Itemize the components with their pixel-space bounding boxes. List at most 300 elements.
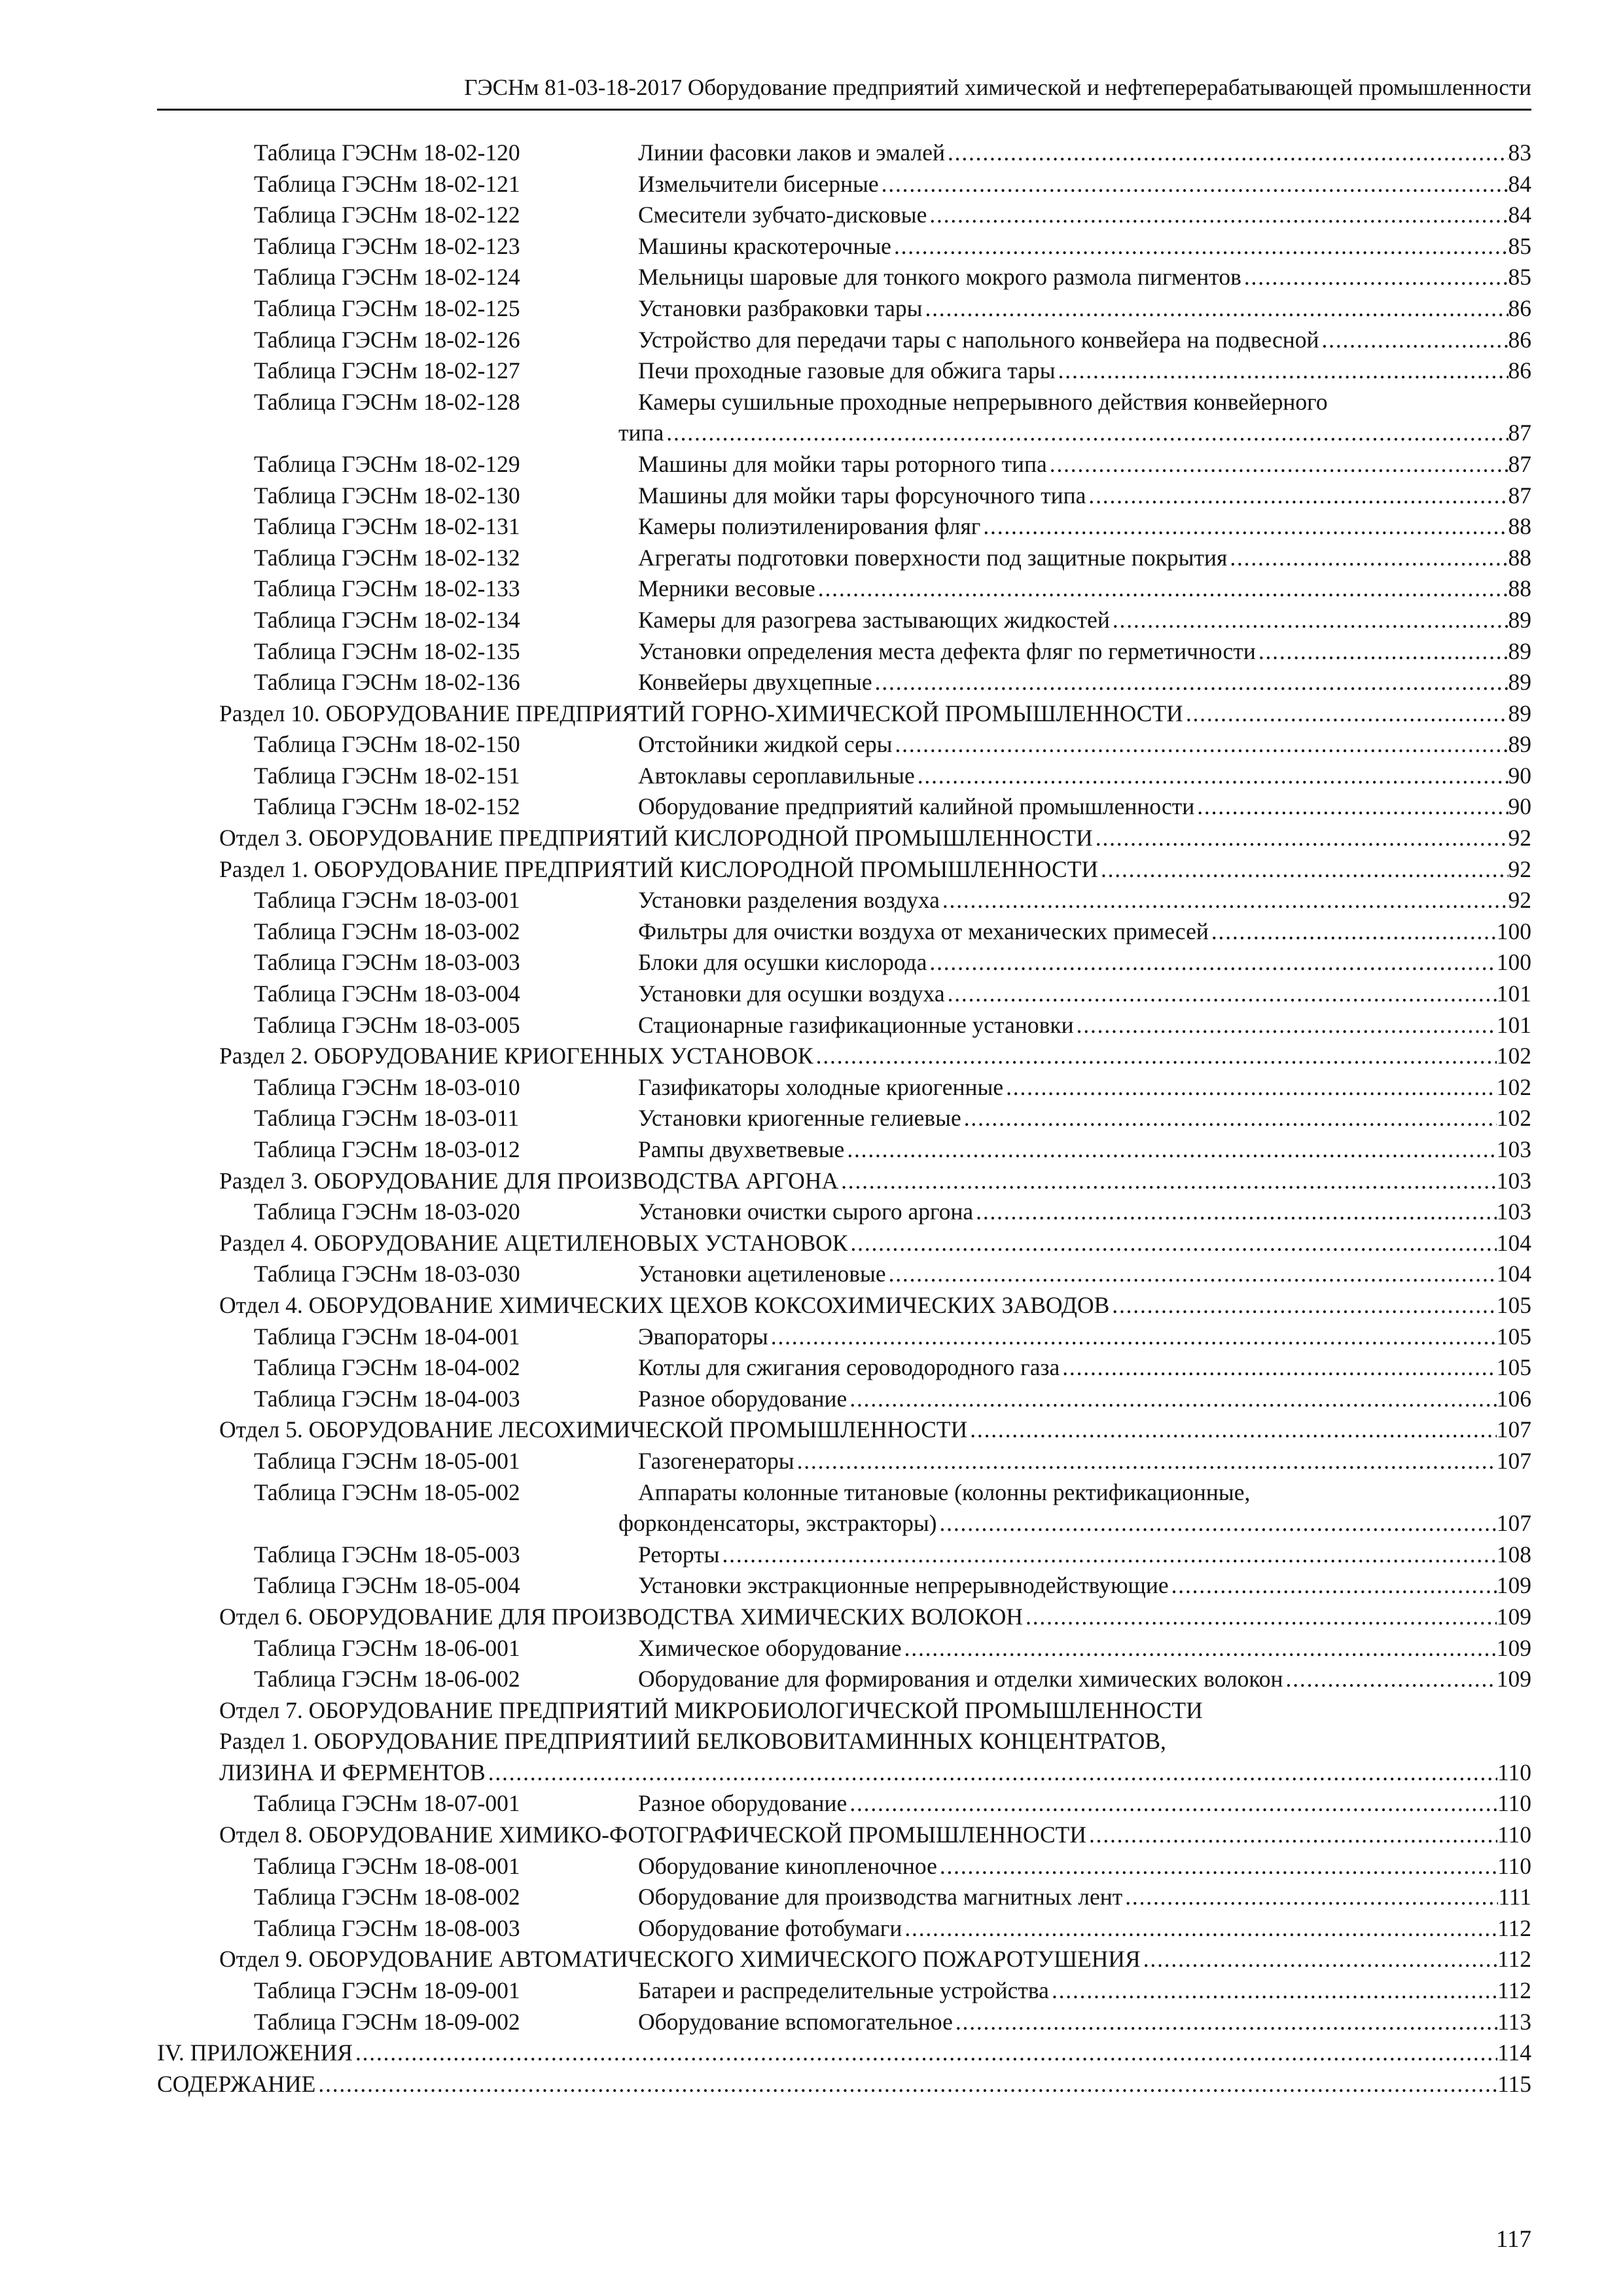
dot-leader bbox=[891, 231, 1508, 262]
toc-link[interactable] bbox=[638, 1664, 1531, 1695]
toc-link[interactable] bbox=[638, 761, 1531, 792]
entry-page-number: 88 bbox=[1508, 575, 1531, 602]
toc-link[interactable] bbox=[638, 1134, 1531, 1166]
entry-title: Установки очистки сырого аргона bbox=[638, 1198, 974, 1225]
entry-page-number: 92 bbox=[1508, 855, 1531, 882]
toc-link[interactable] bbox=[638, 1103, 1531, 1134]
toc-table-entry bbox=[157, 573, 1531, 605]
dot-leader bbox=[937, 1508, 1497, 1539]
toc-section-entry bbox=[157, 1820, 1531, 1851]
entry-page-number: 86 bbox=[1508, 326, 1531, 353]
toc-link[interactable] bbox=[219, 823, 1531, 854]
entry-page-number: 112 bbox=[1497, 1977, 1531, 2004]
toc-section-entry bbox=[157, 1166, 1531, 1197]
table-label: Таблица ГЭСНм 18-02-133 bbox=[254, 575, 520, 602]
entry-page-number: 86 bbox=[1508, 357, 1531, 384]
entry-page-number: 114 bbox=[1497, 2039, 1531, 2066]
table-label: Таблица ГЭСНм 18-02-136 bbox=[254, 669, 520, 696]
entry-page-number: 113 bbox=[1497, 2008, 1531, 2035]
toc-section-entry bbox=[157, 1414, 1531, 1446]
toc-link[interactable] bbox=[638, 1570, 1531, 1602]
entry-page-number: 87 bbox=[1508, 482, 1531, 509]
entry-page-number: 100 bbox=[1496, 918, 1531, 944]
entry-page-number: 84 bbox=[1508, 170, 1531, 197]
toc-link[interactable] bbox=[219, 698, 1531, 730]
toc-top-entry bbox=[157, 2069, 1531, 2100]
entry-page-number: 105 bbox=[1496, 1323, 1531, 1350]
table-label: Таблица ГЭСНм 18-02-120 bbox=[254, 139, 520, 166]
table-label: Таблица ГЭСНм 18-09-002 bbox=[254, 2008, 520, 2035]
dot-leader bbox=[794, 1446, 1497, 1477]
entry-page-number: 90 bbox=[1508, 793, 1531, 820]
table-label: Таблица ГЭСНм 18-03-020 bbox=[254, 1198, 520, 1225]
entry-title: Оборудование фотобумаги bbox=[638, 1914, 902, 1941]
table-label: Таблица ГЭСНм 18-03-030 bbox=[254, 1261, 520, 1287]
table-label: Таблица ГЭСНм 18-05-003 bbox=[254, 1541, 520, 1568]
entry-title: Машины для мойки тары роторного типа bbox=[638, 450, 1047, 477]
table-label: Таблица ГЭСНм 18-02-134 bbox=[254, 606, 520, 633]
toc-link[interactable] bbox=[638, 1539, 1531, 1571]
entry-title: Батареи и распределительные устройства bbox=[638, 1977, 1049, 2004]
entry-page-number: 87 bbox=[1508, 420, 1531, 446]
dot-leader bbox=[1086, 1820, 1497, 1851]
table-label: Таблица ГЭСНм 18-02-151 bbox=[254, 762, 520, 789]
dot-leader bbox=[1183, 698, 1508, 730]
toc-link[interactable] bbox=[638, 231, 1531, 262]
dot-leader bbox=[940, 885, 1508, 916]
toc-table-entry bbox=[157, 636, 1531, 668]
toc-link[interactable] bbox=[638, 325, 1531, 356]
entry-title: Машины краскотерочные bbox=[638, 232, 891, 259]
entry-title: Камеры полиэтиленирования фляг bbox=[638, 513, 981, 540]
table-label: Таблица ГЭСНм 18-02-121 bbox=[254, 170, 520, 197]
dot-leader bbox=[1110, 605, 1508, 636]
toc-link[interactable] bbox=[638, 605, 1531, 636]
table-label: Таблица ГЭСНм 18-06-002 bbox=[254, 1666, 520, 1693]
entry-page-number: 89 bbox=[1508, 731, 1531, 758]
entry-title: Рампы двухветвевые bbox=[638, 1136, 845, 1162]
dot-leader bbox=[838, 1166, 1497, 1197]
dot-leader bbox=[1122, 1882, 1498, 1913]
toc-link[interactable] bbox=[219, 854, 1531, 886]
entry-title: Установки определения места дефекта фляг по герметичности bbox=[638, 637, 1256, 664]
entry-title: Раздел 3. ОБОРУДОВАНИЕ ДЛЯ ПРОИЗВОДСТВА АРГОНА bbox=[219, 1167, 839, 1194]
entry-title: Аппараты колонные титановые (колонны ректификационные, bbox=[638, 1479, 1251, 1505]
entry-page-number: 100 bbox=[1496, 949, 1531, 976]
toc-link[interactable] bbox=[638, 885, 1531, 916]
entry-title: Отдел 8. ОБОРУДОВАНИЕ ХИМИКО-ФОТОГРАФИЧЕСКОЙ ПРОМЫШЛЕННОСТИ bbox=[219, 1821, 1086, 1848]
toc-link[interactable] bbox=[638, 511, 1531, 543]
toc-table-entry bbox=[157, 2007, 1531, 2038]
toc-link[interactable] bbox=[638, 1072, 1531, 1103]
dot-leader bbox=[879, 169, 1508, 200]
entry-title: Оборудование вспомогательное bbox=[638, 2008, 953, 2035]
toc-table-entry bbox=[157, 667, 1531, 698]
dot-leader bbox=[1283, 1664, 1497, 1695]
entry-title: Эвапораторы bbox=[638, 1323, 768, 1350]
dot-leader bbox=[980, 511, 1508, 543]
entry-page-number: 108 bbox=[1496, 1541, 1531, 1568]
dot-leader bbox=[1241, 262, 1508, 293]
toc-link[interactable] bbox=[638, 947, 1531, 978]
toc-table-entry bbox=[157, 1851, 1531, 1882]
entry-page-number: 87 bbox=[1508, 450, 1531, 477]
toc-link[interactable] bbox=[638, 667, 1531, 698]
toc-table-entry bbox=[157, 885, 1531, 916]
entry-page-number: 110 bbox=[1497, 1759, 1531, 1785]
toc-link[interactable] bbox=[638, 1633, 1531, 1664]
entry-title: Отдел 9. ОБОРУДОВАНИЕ АВТОМАТИЧЕСКОГО ХИМИЧЕСКОГО ПОЖАРОТУШЕНИЯ bbox=[219, 1946, 1141, 1973]
toc-section-entry bbox=[157, 1041, 1531, 1072]
toc-link[interactable] bbox=[219, 1944, 1531, 1975]
toc-table-entry bbox=[157, 729, 1531, 761]
entry-page-number: 104 bbox=[1496, 1229, 1531, 1256]
entry-page-number: 89 bbox=[1508, 637, 1531, 664]
dot-leader bbox=[892, 729, 1508, 761]
entry-page-number: 103 bbox=[1496, 1136, 1531, 1162]
toc-table-entry bbox=[157, 387, 1531, 418]
table-label: Таблица ГЭСНм 18-02-150 bbox=[254, 731, 520, 758]
entry-title: Установки ацетиленовые bbox=[638, 1261, 886, 1287]
entry-page-number: 105 bbox=[1496, 1291, 1531, 1318]
dot-leader bbox=[973, 1196, 1497, 1228]
toc-link[interactable] bbox=[638, 543, 1531, 574]
toc-link[interactable] bbox=[638, 1882, 1531, 1913]
toc-table-entry bbox=[157, 1010, 1531, 1041]
dot-leader bbox=[953, 2007, 1497, 2038]
entry-title: IV. ПРИЛОЖЕНИЯ bbox=[157, 2039, 353, 2066]
dot-leader bbox=[1141, 1944, 1497, 1975]
toc-link[interactable] bbox=[219, 1041, 1531, 1072]
entry-title: Раздел 4. ОБОРУДОВАНИЕ АЦЕТИЛЕНОВЫХ УСТАНОВОК bbox=[219, 1229, 848, 1256]
entry-page-number: 105 bbox=[1496, 1354, 1531, 1381]
toc-section-entry bbox=[157, 854, 1531, 886]
toc-table-entry bbox=[157, 1103, 1531, 1134]
dot-leader bbox=[847, 1384, 1496, 1415]
entry-title: Котлы для сжигания сероводородного газа bbox=[638, 1354, 1060, 1381]
table-label: Таблица ГЭСНм 18-04-002 bbox=[254, 1354, 520, 1381]
toc-table-entry bbox=[157, 1446, 1531, 1477]
entry-page-number: 89 bbox=[1508, 669, 1531, 696]
table-label: Таблица ГЭСНм 18-04-001 bbox=[254, 1323, 520, 1350]
toc-table-entry bbox=[157, 293, 1531, 325]
entry-page-number: 110 bbox=[1497, 1852, 1531, 1879]
toc-link[interactable] bbox=[219, 1757, 1531, 1789]
table-label: Таблица ГЭСНм 18-02-122 bbox=[254, 202, 520, 228]
toc-table-entry bbox=[157, 761, 1531, 792]
toc-table-entry bbox=[157, 1570, 1531, 1602]
toc-table-entry bbox=[157, 1259, 1531, 1290]
toc-top-entry bbox=[157, 2037, 1531, 2069]
toc-link[interactable] bbox=[638, 1788, 1531, 1820]
toc-table-entry bbox=[157, 511, 1531, 543]
toc-link[interactable] bbox=[219, 1166, 1531, 1197]
dot-leader bbox=[664, 418, 1508, 449]
dot-leader bbox=[847, 1228, 1496, 1259]
toc-link[interactable] bbox=[157, 2037, 1531, 2069]
toc-link[interactable] bbox=[638, 1913, 1531, 1945]
entry-page-number: 84 bbox=[1508, 202, 1531, 228]
entry-page-number: 109 bbox=[1496, 1634, 1531, 1661]
entry-page-number: 88 bbox=[1508, 544, 1531, 571]
entry-page-number: 109 bbox=[1496, 1666, 1531, 1693]
dot-leader bbox=[1319, 325, 1508, 356]
table-of-contents bbox=[157, 137, 1531, 2100]
toc-link[interactable] bbox=[638, 573, 1531, 605]
toc-table-entry bbox=[157, 605, 1531, 636]
toc-link[interactable] bbox=[638, 791, 1531, 823]
toc-table-entry bbox=[157, 355, 1531, 387]
entry-title: Раздел 1. ОБОРУДОВАНИЕ ПРЕДПРИЯТИИЙ БЕЛКОВОВИТАМИННЫХ КОНЦЕНТРАТОВ, bbox=[219, 1728, 1166, 1755]
table-label: Таблица ГЭСНм 18-03-003 bbox=[254, 949, 520, 976]
toc-link[interactable] bbox=[219, 1602, 1531, 1633]
table-label: Таблица ГЭСНм 18-08-003 bbox=[254, 1914, 520, 1941]
entry-page-number: 104 bbox=[1496, 1261, 1531, 1287]
entry-page-number: 112 bbox=[1497, 1914, 1531, 1941]
entry-title: Отдел 3. ОБОРУДОВАНИЕ ПРЕДПРИЯТИЙ КИСЛОРОДНОЙ ПРОМЫШЛЕННОСТИ bbox=[219, 825, 1093, 852]
dot-leader bbox=[872, 667, 1508, 698]
table-label: Таблица ГЭСНм 18-02-152 bbox=[254, 793, 520, 820]
toc-link[interactable] bbox=[638, 729, 1531, 761]
toc-link[interactable] bbox=[638, 1352, 1531, 1384]
toc-table-entry bbox=[157, 480, 1531, 512]
dot-leader bbox=[1003, 1072, 1497, 1103]
entry-title: Блоки для осушки кислорода bbox=[638, 949, 927, 976]
toc-table-entry bbox=[157, 791, 1531, 823]
dot-leader bbox=[315, 2069, 1497, 2100]
toc-link[interactable] bbox=[638, 916, 1531, 948]
table-label: Таблица ГЭСНм 18-03-012 bbox=[254, 1136, 520, 1162]
toc-link[interactable] bbox=[638, 1446, 1531, 1477]
toc-table-entry bbox=[157, 262, 1531, 293]
entry-page-number: 92 bbox=[1508, 887, 1531, 914]
entry-title: Стационарные газификационные установки bbox=[638, 1011, 1074, 1038]
entry-title: Устройство для передачи тары с напольного конвейера на подвесной bbox=[638, 326, 1319, 353]
toc-link[interactable] bbox=[638, 137, 1531, 169]
entry-title: Линии фасовки лаков и эмалей bbox=[638, 139, 945, 166]
entry-title: Автоклавы сероплавильные bbox=[638, 762, 915, 789]
entry-title: Раздел 1. ОБОРУДОВАНИЕ ПРЕДПРИЯТИЙ КИСЛОРОДНОЙ ПРОМЫШЛЕННОСТИ bbox=[219, 855, 1098, 882]
table-label: Таблица ГЭСНм 18-02-132 bbox=[254, 544, 520, 571]
toc-link[interactable] bbox=[638, 169, 1531, 200]
entry-title: Оборудование для формирования и отделки химических волокон bbox=[638, 1666, 1283, 1693]
toc-link[interactable] bbox=[618, 418, 1531, 449]
toc-link[interactable] bbox=[638, 262, 1531, 293]
dot-leader bbox=[1056, 355, 1508, 387]
toc-link[interactable] bbox=[638, 355, 1531, 387]
entry-title: типа bbox=[618, 420, 664, 446]
dot-leader bbox=[1194, 791, 1508, 823]
entry-title: Газификаторы холодные криогенные bbox=[638, 1073, 1004, 1100]
toc-link[interactable] bbox=[638, 1975, 1531, 2007]
entry-title: Конвейеры двухцепные bbox=[638, 669, 872, 696]
table-label: Таблица ГЭСНм 18-08-001 bbox=[254, 1852, 520, 1879]
toc-section-entry bbox=[157, 1944, 1531, 1975]
toc-section-entry-continued bbox=[157, 1757, 1531, 1789]
table-label: Таблица ГЭСНм 18-05-002 bbox=[254, 1479, 520, 1505]
toc-link[interactable] bbox=[638, 2007, 1531, 2038]
table-label: Таблица ГЭСНм 18-09-001 bbox=[254, 1977, 520, 2004]
toc-link[interactable] bbox=[638, 978, 1531, 1010]
toc-table-entry bbox=[157, 325, 1531, 356]
dot-leader bbox=[847, 1788, 1497, 1820]
toc-table-entry bbox=[157, 947, 1531, 978]
toc-table-entry bbox=[157, 1477, 1531, 1509]
toc-table-entry bbox=[157, 169, 1531, 200]
entry-title: Измельчители бисерные bbox=[638, 170, 879, 197]
dot-leader bbox=[1074, 1010, 1497, 1041]
toc-table-entry bbox=[157, 231, 1531, 262]
toc-link[interactable] bbox=[219, 1228, 1531, 1259]
toc-link[interactable] bbox=[638, 449, 1531, 480]
entry-page-number: 107 bbox=[1496, 1510, 1531, 1537]
entry-title: Разное оборудование bbox=[638, 1385, 847, 1412]
dot-leader bbox=[937, 1851, 1497, 1882]
dot-leader bbox=[967, 1414, 1497, 1446]
entry-page-number: 89 bbox=[1508, 700, 1531, 726]
entry-title: Печи проходные газовые для обжига тары bbox=[638, 357, 1056, 384]
toc-section-entry bbox=[157, 1290, 1531, 1321]
toc-link[interactable] bbox=[638, 636, 1531, 668]
entry-title: Мерники весовые bbox=[638, 575, 815, 602]
entry-page-number: 111 bbox=[1498, 1884, 1531, 1910]
entry-title: Смесители зубчато-дисковые bbox=[638, 202, 927, 228]
entry-title: Установки разделения воздуха bbox=[638, 887, 940, 914]
toc-link[interactable] bbox=[638, 480, 1531, 512]
table-label: Таблица ГЭСНм 18-03-011 bbox=[254, 1105, 520, 1132]
entry-page-number: 103 bbox=[1496, 1198, 1531, 1225]
entry-page-number: 107 bbox=[1496, 1447, 1531, 1474]
toc-link[interactable] bbox=[219, 1414, 1531, 1446]
toc-section-entry bbox=[157, 823, 1531, 854]
entry-title: Агрегаты подготовки поверхности под защитные покрытия bbox=[638, 544, 1228, 571]
running-header: ГЭСНм 81-03-18-2017 Оборудование предприятий химической и нефтеперерабатывающей промышленности bbox=[464, 75, 1531, 100]
entry-page-number: 110 bbox=[1497, 1821, 1531, 1848]
entry-title: Камеры сушильные проходные непрерывного действия конвейерного bbox=[638, 388, 1328, 415]
table-label: Таблица ГЭСНм 18-02-126 bbox=[254, 326, 520, 353]
entry-page-number: 85 bbox=[1508, 264, 1531, 291]
entry-page-number: 89 bbox=[1508, 606, 1531, 633]
dot-leader bbox=[768, 1321, 1497, 1353]
dot-leader bbox=[945, 137, 1508, 169]
dot-leader bbox=[844, 1134, 1496, 1166]
dot-leader bbox=[886, 1259, 1497, 1290]
toc-link[interactable] bbox=[219, 1820, 1531, 1851]
entry-page-number: 102 bbox=[1496, 1073, 1531, 1100]
toc-link[interactable] bbox=[638, 1851, 1531, 1882]
toc-table-entry bbox=[157, 1633, 1531, 1664]
entry-page-number: 90 bbox=[1508, 762, 1531, 789]
dot-leader bbox=[1060, 1352, 1497, 1384]
toc-link[interactable] bbox=[638, 1321, 1531, 1353]
dot-leader bbox=[815, 573, 1508, 605]
toc-link[interactable] bbox=[638, 1259, 1531, 1290]
toc-link[interactable] bbox=[638, 1196, 1531, 1228]
toc-table-entry bbox=[157, 1384, 1531, 1415]
entry-page-number: 115 bbox=[1497, 2070, 1531, 2097]
table-label: Таблица ГЭСНм 18-02-131 bbox=[254, 513, 520, 540]
toc-table-entry-continued bbox=[157, 1508, 1531, 1539]
dot-leader bbox=[1086, 480, 1508, 512]
entry-page-number: 110 bbox=[1497, 1790, 1531, 1817]
entry-title: Установки разбраковки тары bbox=[638, 295, 923, 321]
table-label: Таблица ГЭСНм 18-05-004 bbox=[254, 1572, 520, 1599]
dot-leader bbox=[927, 947, 1496, 978]
toc-link[interactable] bbox=[638, 1010, 1531, 1041]
dot-leader bbox=[1047, 449, 1508, 480]
toc-section-entry bbox=[157, 1228, 1531, 1259]
toc-table-entry bbox=[157, 1321, 1531, 1353]
table-label: Таблица ГЭСНм 18-05-001 bbox=[254, 1447, 520, 1474]
dot-leader bbox=[1093, 823, 1508, 854]
entry-title: Установки для осушки воздуха bbox=[638, 980, 945, 1007]
entry-title: Отдел 4. ОБОРУДОВАНИЕ ХИМИЧЕСКИХ ЦЕХОВ КОКСОХИМИЧЕСКИХ ЗАВОДОВ bbox=[219, 1291, 1110, 1318]
toc-link[interactable] bbox=[618, 1508, 1531, 1539]
entry-page-number: 112 bbox=[1497, 1946, 1531, 1973]
toc-section-entry bbox=[157, 1695, 1531, 1727]
entry-page-number: 102 bbox=[1496, 1105, 1531, 1132]
dot-leader bbox=[902, 1633, 1497, 1664]
toc-table-entry bbox=[157, 137, 1531, 169]
toc-table-entry bbox=[157, 1788, 1531, 1820]
entry-title: Отдел 6. ОБОРУДОВАНИЕ ДЛЯ ПРОИЗВОДСТВА ХИМИЧЕСКИХ ВОЛОКОН bbox=[219, 1603, 1024, 1630]
toc-table-entry bbox=[157, 449, 1531, 480]
toc-section-entry bbox=[157, 1602, 1531, 1633]
entry-page-number: 92 bbox=[1508, 825, 1531, 852]
entry-page-number: 107 bbox=[1496, 1416, 1531, 1443]
dot-leader bbox=[1109, 1290, 1496, 1321]
entry-title: Мельницы шаровые для тонкого мокрого размола пигментов bbox=[638, 264, 1241, 291]
toc-link[interactable] bbox=[219, 1290, 1531, 1321]
table-label: Таблица ГЭСНм 18-02-135 bbox=[254, 637, 520, 664]
toc-link[interactable] bbox=[638, 200, 1531, 231]
dot-leader bbox=[1169, 1570, 1497, 1602]
toc-table-entry bbox=[157, 1975, 1531, 2007]
entry-title: Оборудование для производства магнитных лент bbox=[638, 1884, 1123, 1910]
dot-leader bbox=[915, 761, 1508, 792]
dot-leader bbox=[945, 978, 1497, 1010]
toc-link[interactable] bbox=[638, 293, 1531, 325]
entry-page-number: 101 bbox=[1496, 980, 1531, 1007]
entry-title: Разное оборудование bbox=[638, 1790, 847, 1817]
entry-title: Отстойники жидкой серы bbox=[638, 731, 893, 758]
entry-page-number: 83 bbox=[1508, 139, 1531, 166]
table-label: Таблица ГЭСНм 18-03-010 bbox=[254, 1073, 520, 1100]
table-label: Таблица ГЭСНм 18-06-001 bbox=[254, 1634, 520, 1661]
toc-section-entry bbox=[157, 1726, 1531, 1757]
table-label: Таблица ГЭСНм 18-03-005 bbox=[254, 1011, 520, 1038]
toc-table-entry bbox=[157, 1539, 1531, 1571]
page-number: 117 bbox=[1495, 2226, 1531, 2253]
toc-table-entry bbox=[157, 1913, 1531, 1945]
dot-leader bbox=[1227, 543, 1508, 574]
table-label: Таблица ГЭСНм 18-03-001 bbox=[254, 887, 520, 914]
toc-table-entry bbox=[157, 1882, 1531, 1913]
toc-link[interactable] bbox=[638, 1384, 1531, 1415]
entry-page-number: 86 bbox=[1508, 295, 1531, 321]
entry-page-number: 109 bbox=[1496, 1572, 1531, 1599]
table-label: Таблица ГЭСНм 18-02-130 bbox=[254, 482, 520, 509]
dot-leader bbox=[1256, 636, 1508, 668]
toc-link[interactable] bbox=[157, 2069, 1531, 2100]
dot-leader bbox=[1023, 1602, 1497, 1633]
dot-leader bbox=[922, 293, 1508, 325]
entry-page-number: 85 bbox=[1508, 232, 1531, 259]
table-label: Таблица ГЭСНм 18-03-002 bbox=[254, 918, 520, 944]
table-label: Таблица ГЭСНм 18-04-003 bbox=[254, 1385, 520, 1412]
toc-table-entry bbox=[157, 1134, 1531, 1166]
dot-leader bbox=[902, 1913, 1497, 1945]
